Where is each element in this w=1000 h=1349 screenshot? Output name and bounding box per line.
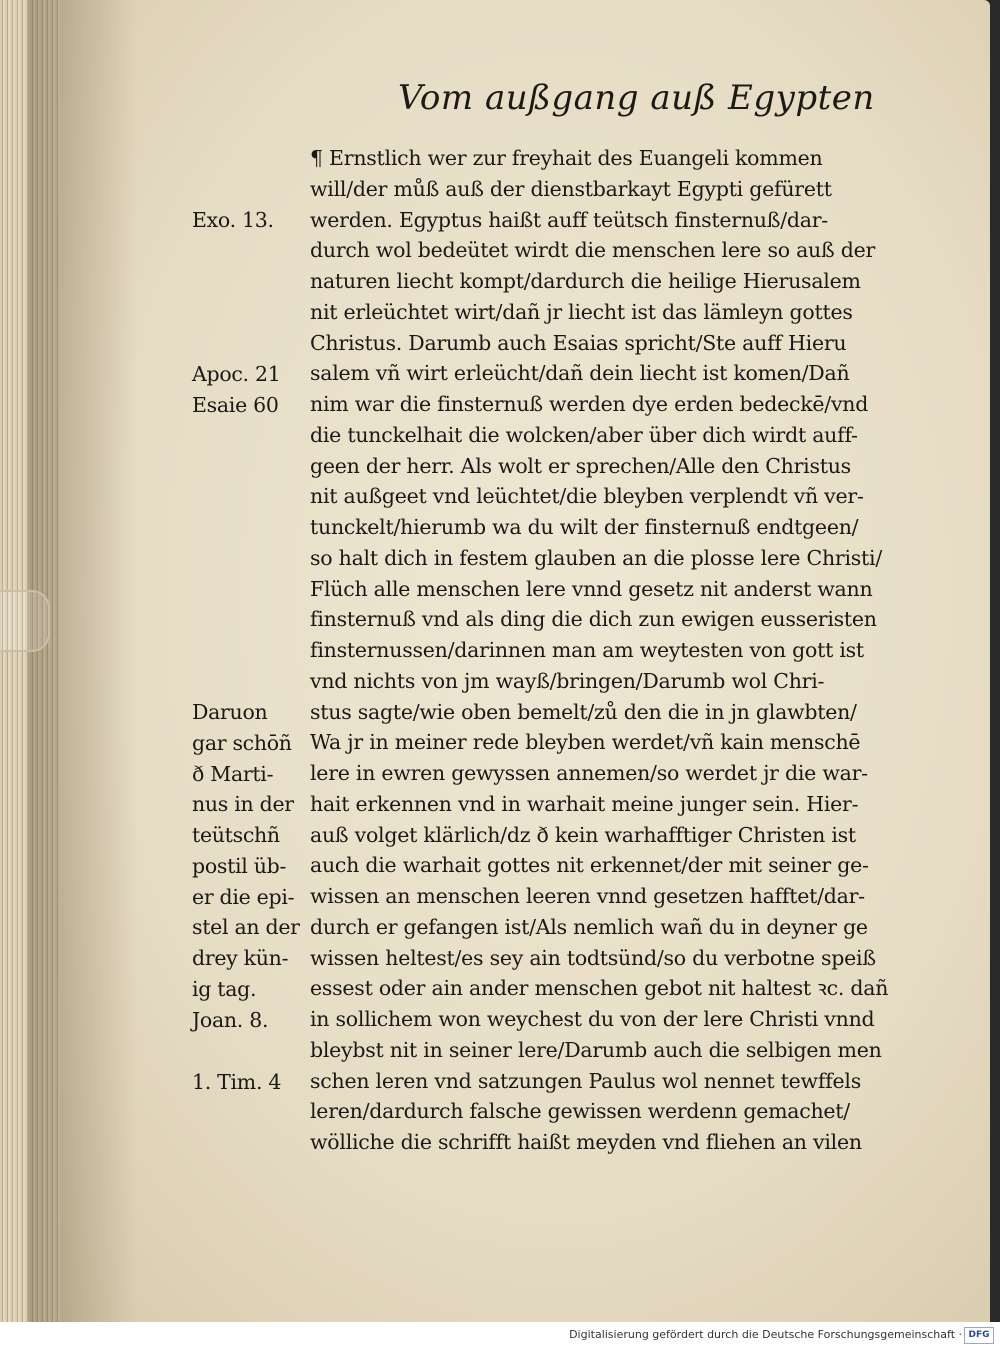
margin-note-line: Daruon bbox=[192, 700, 268, 724]
clip-tab bbox=[0, 590, 50, 652]
text-line: so halt dich in festem glauben an die plosse lere Christi/ bbox=[310, 545, 882, 570]
margin-note-line: nus in der bbox=[192, 792, 294, 817]
dfg-logo-icon: DFG bbox=[964, 1327, 994, 1344]
text-line: tunckelt/hierumb wa du wilt der finsternuß endtgeen/ bbox=[310, 515, 859, 539]
text-line: stus sagte/wie oben bemelt/zů den die in jn glawbten/ bbox=[310, 699, 857, 724]
gutter-shadow bbox=[28, 0, 138, 1322]
funding-credit: Digitalisierung gefördert durch die Deutsche Forschungsgemeinschaft · bbox=[569, 1328, 962, 1341]
margin-ref: Esaie 60 bbox=[192, 392, 279, 417]
text-line: Wa jr in meiner rede bleyben werdet/vñ kain menschē bbox=[310, 730, 861, 755]
margin-note-line: er die epi- bbox=[192, 884, 295, 909]
margin-ref: Joan. 8. bbox=[192, 1008, 269, 1032]
text-line: Christus. Darumb auch Esaias spricht/Ste auff Hieru bbox=[310, 330, 847, 355]
text-line: hait erkennen vnd in warhait meine junger sein. Hier- bbox=[310, 791, 859, 816]
text-line: finsternussen/darinnen man am weytesten von gott ist bbox=[310, 638, 864, 662]
margin-note-commentary bbox=[192, 697, 304, 1005]
margin-note-line: gar schōñ bbox=[192, 730, 292, 755]
body-text-block bbox=[310, 143, 930, 1158]
margin-ref: Apoc. 21 bbox=[192, 362, 281, 386]
running-head: Vom außgang auß Egypten bbox=[398, 78, 875, 118]
text-line: durch er gefangen ist/Als nemlich wañ du in deyner ge bbox=[310, 914, 868, 939]
text-line: durch wol bedeütet wirdt die menschen lere so auß der bbox=[310, 238, 876, 263]
text-line: nim war die finsternuß werden dye erden bedeckē/vnd bbox=[310, 392, 869, 416]
text-line: finsternuß vnd als ding die dich zun ewigen eusseristen bbox=[310, 607, 877, 632]
margin-note-line: drey kün- bbox=[192, 946, 289, 970]
text-line: wissen heltest/es sey ain todtsünd/so du verbotne speiß bbox=[310, 945, 876, 970]
margin-note-line: teütschñ bbox=[192, 823, 280, 847]
margin-note-line: postil üb- bbox=[192, 853, 287, 878]
text-line: salem vñ wirt erleücht/dañ dein liecht ist komen/Dañ bbox=[310, 361, 850, 386]
text-line: Flüch alle menschen lere vnnd gesetz nit anderst wann bbox=[310, 576, 873, 601]
text-line: die tunckelhait die wolcken/aber über dich wirdt auff- bbox=[310, 422, 858, 447]
margin-note-exodus bbox=[192, 205, 304, 236]
text-line: essest oder ain ander menschen gebot nit haltest ꝛc. dañ bbox=[310, 976, 889, 1001]
text-line: werden. Egyptus haißt auff teütsch finsternuß/dar- bbox=[310, 207, 828, 232]
text-line: lere in ewren gewyssen annemen/so werdet jr die war- bbox=[310, 761, 868, 785]
text-line: wölliche die schrifft haißt meyden vnd fliehen an vilen bbox=[310, 1130, 862, 1154]
text-line: schen leren vnd satzungen Paulus wol nennet tewffels bbox=[310, 1068, 861, 1093]
text-line: wissen an menschen leeren vnnd gesetzen hafftet/dar- bbox=[310, 884, 865, 908]
text-line: auß volget klärlich/dz ð kein warhafftiger Christen ist bbox=[310, 822, 856, 847]
margin-note-joan-tim bbox=[192, 1005, 304, 1097]
margin-note-line: ð Marti- bbox=[192, 761, 274, 786]
margin-note-line: ig tag. bbox=[192, 976, 257, 1001]
text-line: will/der můß auß der dienstbarkayt Egypti gefürett bbox=[310, 176, 832, 201]
text-line: geen der herr. Als wolt er sprechen/Alle den Christus bbox=[310, 453, 851, 478]
text-line: nit außgeet vnd leüchtet/die bleyben verplendt vñ ver- bbox=[310, 484, 864, 509]
footer-bar bbox=[0, 1322, 1000, 1349]
text-line: bleybst nit in seiner lere/Darumb auch die selbigen men bbox=[310, 1037, 882, 1062]
margin-ref: Exo. 13. bbox=[192, 208, 274, 232]
text-line: vnd nichts von jm wayß/bringen/Darumb wol Chri- bbox=[310, 668, 825, 693]
margin-note-line: stel an der bbox=[192, 915, 300, 940]
text-line: ¶ Ernstlich wer zur freyhait des Euangeli kommen bbox=[310, 146, 823, 170]
text-line: nit erleüchtet wirt/dañ jr liecht ist das lämleyn gottes bbox=[310, 299, 853, 324]
text-line: in sollichem won weychest du von der lere Christi vnnd bbox=[310, 1007, 875, 1031]
text-line: auch die warhait gottes nit erkennet/der mit seiner ge- bbox=[310, 853, 869, 878]
text-line: naturen liecht kompt/dardurch die heilige Hierusalem bbox=[310, 269, 861, 293]
margin-note-apoc-esaie bbox=[192, 359, 304, 421]
text-line: leren/dardurch falsche gewissen werdenn gemachet/ bbox=[310, 1099, 850, 1124]
margin-ref: 1. Tim. 4 bbox=[192, 1069, 282, 1094]
